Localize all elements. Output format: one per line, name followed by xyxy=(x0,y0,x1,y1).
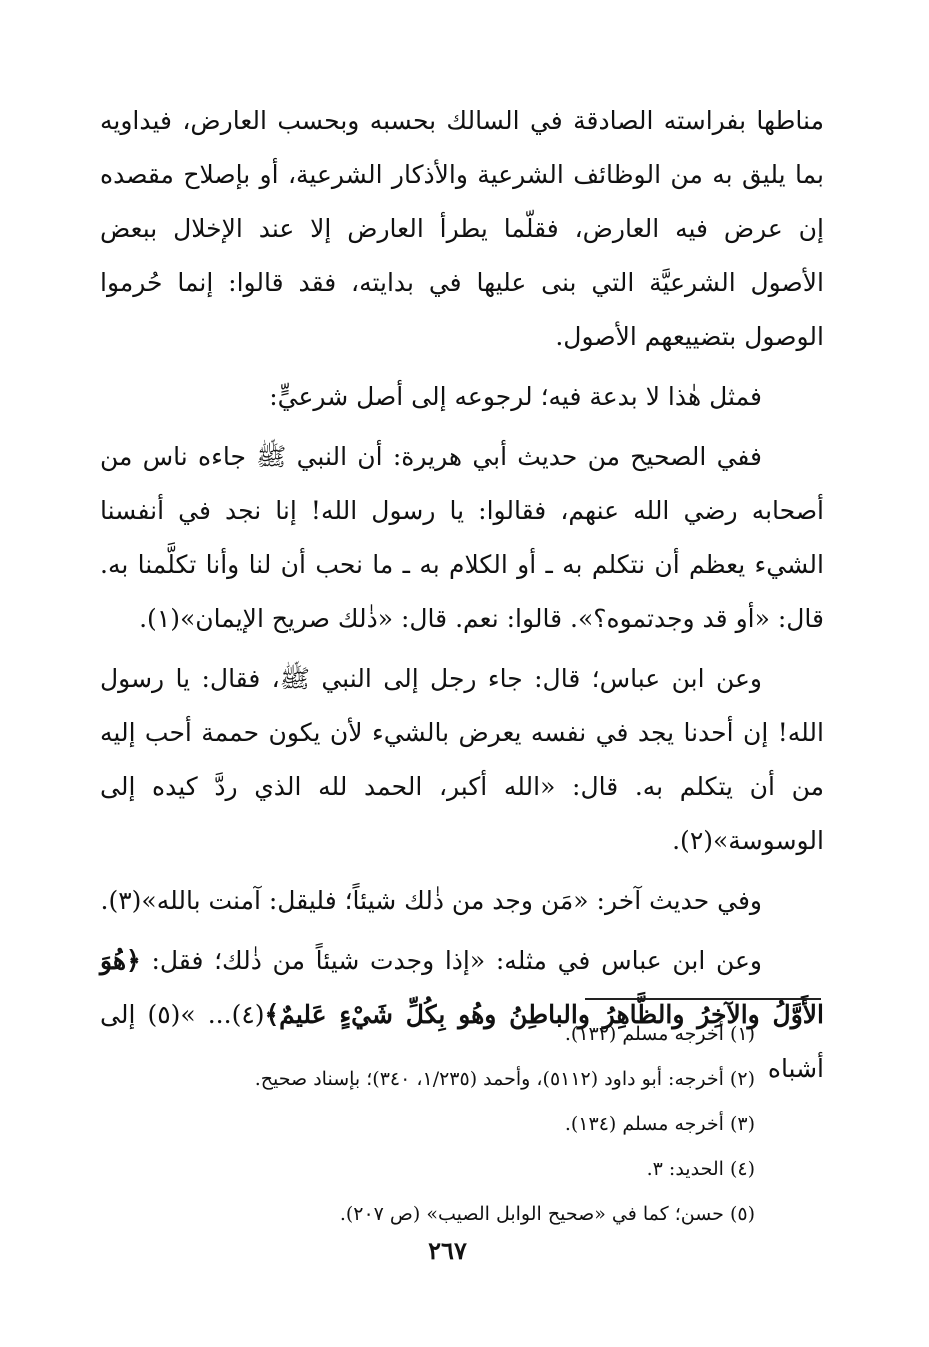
footnote-separator xyxy=(585,998,821,1000)
footnote-2: (٢) أخرجه: أبو داود (٥١١٢)، وأحمد (١/٢٣٥، ٣٤٠)؛ بإسناد صحيح. xyxy=(254,1068,755,1090)
paragraph-6-end: (٤)... »(٥) إلى أشباه xyxy=(100,1000,824,1083)
footnote-1: (١) أخرجه مسلم (١٣٢). xyxy=(564,1023,755,1045)
paragraph-2: فمثل هٰذا لا بدعة فيه؛ لرجوعه إلى أصل شرعيٍّ: xyxy=(269,382,762,411)
paragraph-3: ففي الصحيح من حديث أبي هريرة: أن النبي ﷺ جاءه ناس من أصحابه رضي الله عنهم، فقالوا: يا رسول الله! إنا نجد في أنفسنا الشيء يعظم أن نتكلم به ـ أو الكلام به ـ ما نحب أن لنا وأنا تكلَّمنا به. قال: «أو قد وجدتموه؟». قالوا: نعم. قال: «ذٰلك صريح الإيمان»(١). xyxy=(100,442,824,633)
paragraph-5: وفي حديث آخر: «مَن وجد من ذٰلك شيئاً؛ فليقل: آمنت بالله»(٣). xyxy=(100,886,762,915)
paragraph-1: مناطها بفراسته الصادقة في السالك بحسبه وبحسب العارض، فيداويه بما يليق به من الوظائف الشرعية والأذكار الشرعية، أو بإصلاح مقصده إن عرض فيه العارض، فقلّما يطرأ العارض إلا عند الإخلال ببعض الأصول الشرعيَّة التي بنى عليها في بدايته، فقد قالوا: إنما حُرموا الوصول بتضييعهم الأصول. xyxy=(100,106,824,351)
footnote-5: (٥) حسن؛ كما في «صحيح الوابل الصيب» (ص ٢٠٧). xyxy=(339,1203,755,1225)
paragraph-4: وعن ابن عباس؛ قال: جاء رجل إلى النبي ﷺ، فقال: يا رسول الله! إن أحدنا يجد في نفسه يعرض بالشيء لأن يكون حممة أحب إليه من أن يتكلم به. قال: «الله أكبر، الحمد لله الذي ردَّ كيده إلى الوسوسة»(٢). xyxy=(100,664,824,855)
quran-verse: ﴿هُوَ الأَوَّلُ والآخِرُ والظَّاهِرُ والباطِنُ وهُو بِكُلِّ شَيْءٍ عَليمٌ﴾ xyxy=(100,946,824,1029)
footnote-3: (٣) أخرجه مسلم (١٣٤). xyxy=(564,1113,755,1135)
page-number: ٢٦٧ xyxy=(428,1236,467,1265)
paragraph-6-start: وعن ابن عباس في مثله: «إذا وجدت شيئاً من ذٰلك؛ فقل: xyxy=(140,946,762,975)
footnote-4: (٤) الحديد: ٣. xyxy=(646,1158,755,1180)
footnotes xyxy=(150,1012,755,1237)
main-text xyxy=(100,94,824,1102)
